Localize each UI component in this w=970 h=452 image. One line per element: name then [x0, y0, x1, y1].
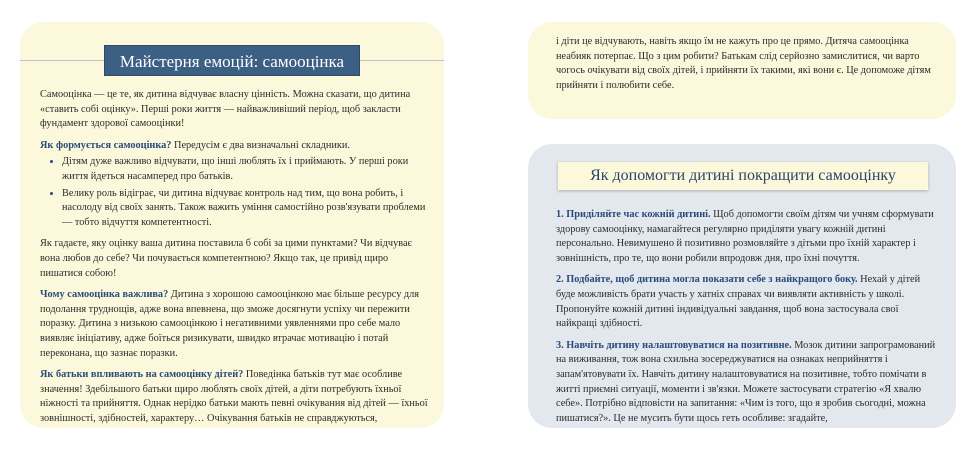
section-title: Майстерня емоцій: самооцінка	[104, 45, 360, 76]
tips-title: Як допомогти дитині покращити самооцінку	[558, 162, 928, 190]
tip-paragraph	[556, 273, 936, 331]
tip-heading: 2. Подбайте, щоб дитина могла показати себе з найкращого боку.	[556, 274, 858, 286]
continuation-card	[528, 22, 956, 119]
list-item: • Велику роль відіграє, чи дитина відчуває контроль над тим, що вона робить, і насолоду від своїх занять. Також важить уміння самостійно розв'язувати проблеми — тобто відчуття компетентності.	[62, 187, 430, 231]
tip-heading: 1. Приділяйте час кожній дитині.	[556, 209, 711, 220]
list-item: • Дітям дуже важливо відчувати, що інші люблять їх і приймають. У перші роки життя йдеться насамперед про батьків.	[62, 155, 430, 184]
intro-paragraph: Самооцінка — це те, як дитина відчуває власну цінність. Можна сказати, що дитина «ставить собі оцінку». Перші роки життя — найважливіший період, щоб закласти фундамент здорової самооцінки!	[40, 89, 411, 130]
tips-body	[556, 208, 936, 428]
tip-text: Мозок дитини запрограмований на виживання, тож вона схильна зосереджуватися на ознаках неприйняття і запам'ятовувати їх. Навчіть дитину налаштовуватися на позитивне, тобто помічати в житті приємні ситуації, моменти і зв'язки. Можете застосувати стратегію «Я хвалю себе». Потрібно відповісти на запитання: «Чим із того, що я зробив сьогодні, можна пишатися?». Це не мусить бути щось геть особливе: згадайте,	[556, 339, 936, 424]
parents-text: Поведінка батьків тут має особливе значення! Здебільшого батьки щиро люблять своїх дітей, а діти потребують їхньої ніжності та прийняття. Однак нерідко батьки мають певні очікування від дітей — їхньої зовнішності, здібностей, характеру… Очікування батьків не справджуються,	[40, 369, 428, 424]
tip-text: Щоб допомогти своїм дітям чи учням сформувати здорову самооцінку, намагайтеся регулярно приділяти увагу кожній дитині персонально. Невимушено й позитивно розмовляйте з дітьми про їхній характер і зовнішність, про те, що вони робили впродовж дня, про їхні почуття.	[556, 209, 934, 264]
formation-paragraph	[40, 139, 430, 154]
tip-text: Нехай у дітей буде можливість брати участь у хатніх справах чи виявляти активність у школі. Пропонуйте кожній дитині індивідуальні завдання, щоб вона застосувала свої найкращі здібності.	[556, 274, 921, 330]
continuation-text: і діти це відчувають, навіть якщо їм не кажуть про це прямо. Дитяча самооцінка неабияк потерпає. Що з цим робити? Батькам слід серйозно замислитися, чи варто чогось очікувати від своїх дітей, і прийняти їх такими, які вони є. Це допоможе дітям прийняти і полюбити себе.	[556, 36, 931, 91]
importance-paragraph	[40, 288, 430, 361]
left-body	[40, 88, 430, 428]
formation-text: Передусім є два визначальні складники.	[171, 139, 350, 151]
tips-card	[528, 144, 956, 428]
parents-paragraph	[40, 368, 430, 426]
importance-text: Дитина з хорошою самооцінкою має більше ресурсу для подолання труднощів, адже вона впевнена, що зможе досягнути успіху чи пережити поразку. Дитина з низькою самооцінкою і негативними уявленнями про себе мало виявляє ініціативу, адже боїться ризикувати, швидко втрачає мотивацію і потай переконана, що зазнає поразки.	[40, 289, 420, 359]
tip-paragraph	[556, 208, 936, 266]
tip-paragraph	[556, 339, 936, 427]
tip-heading: 3. Навчіть дитину налаштовуватися на позитивне.	[556, 339, 792, 351]
question-paragraph: Як гадаєте, яку оцінку ваша дитина поставила б собі за цими пунктами? Чи відчуває вона любов до себе? Чи почувається компетентною? Якщо так, це привід щиро пишатися собою!	[40, 238, 412, 279]
components-list	[62, 155, 430, 230]
formation-heading: Як формується самооцінка?	[40, 139, 172, 151]
importance-heading: Чому самооцінка важлива?	[40, 289, 169, 301]
left-page-card	[20, 22, 444, 428]
parents-heading: Як батьки впливають на самооцінку дітей?	[40, 369, 244, 381]
